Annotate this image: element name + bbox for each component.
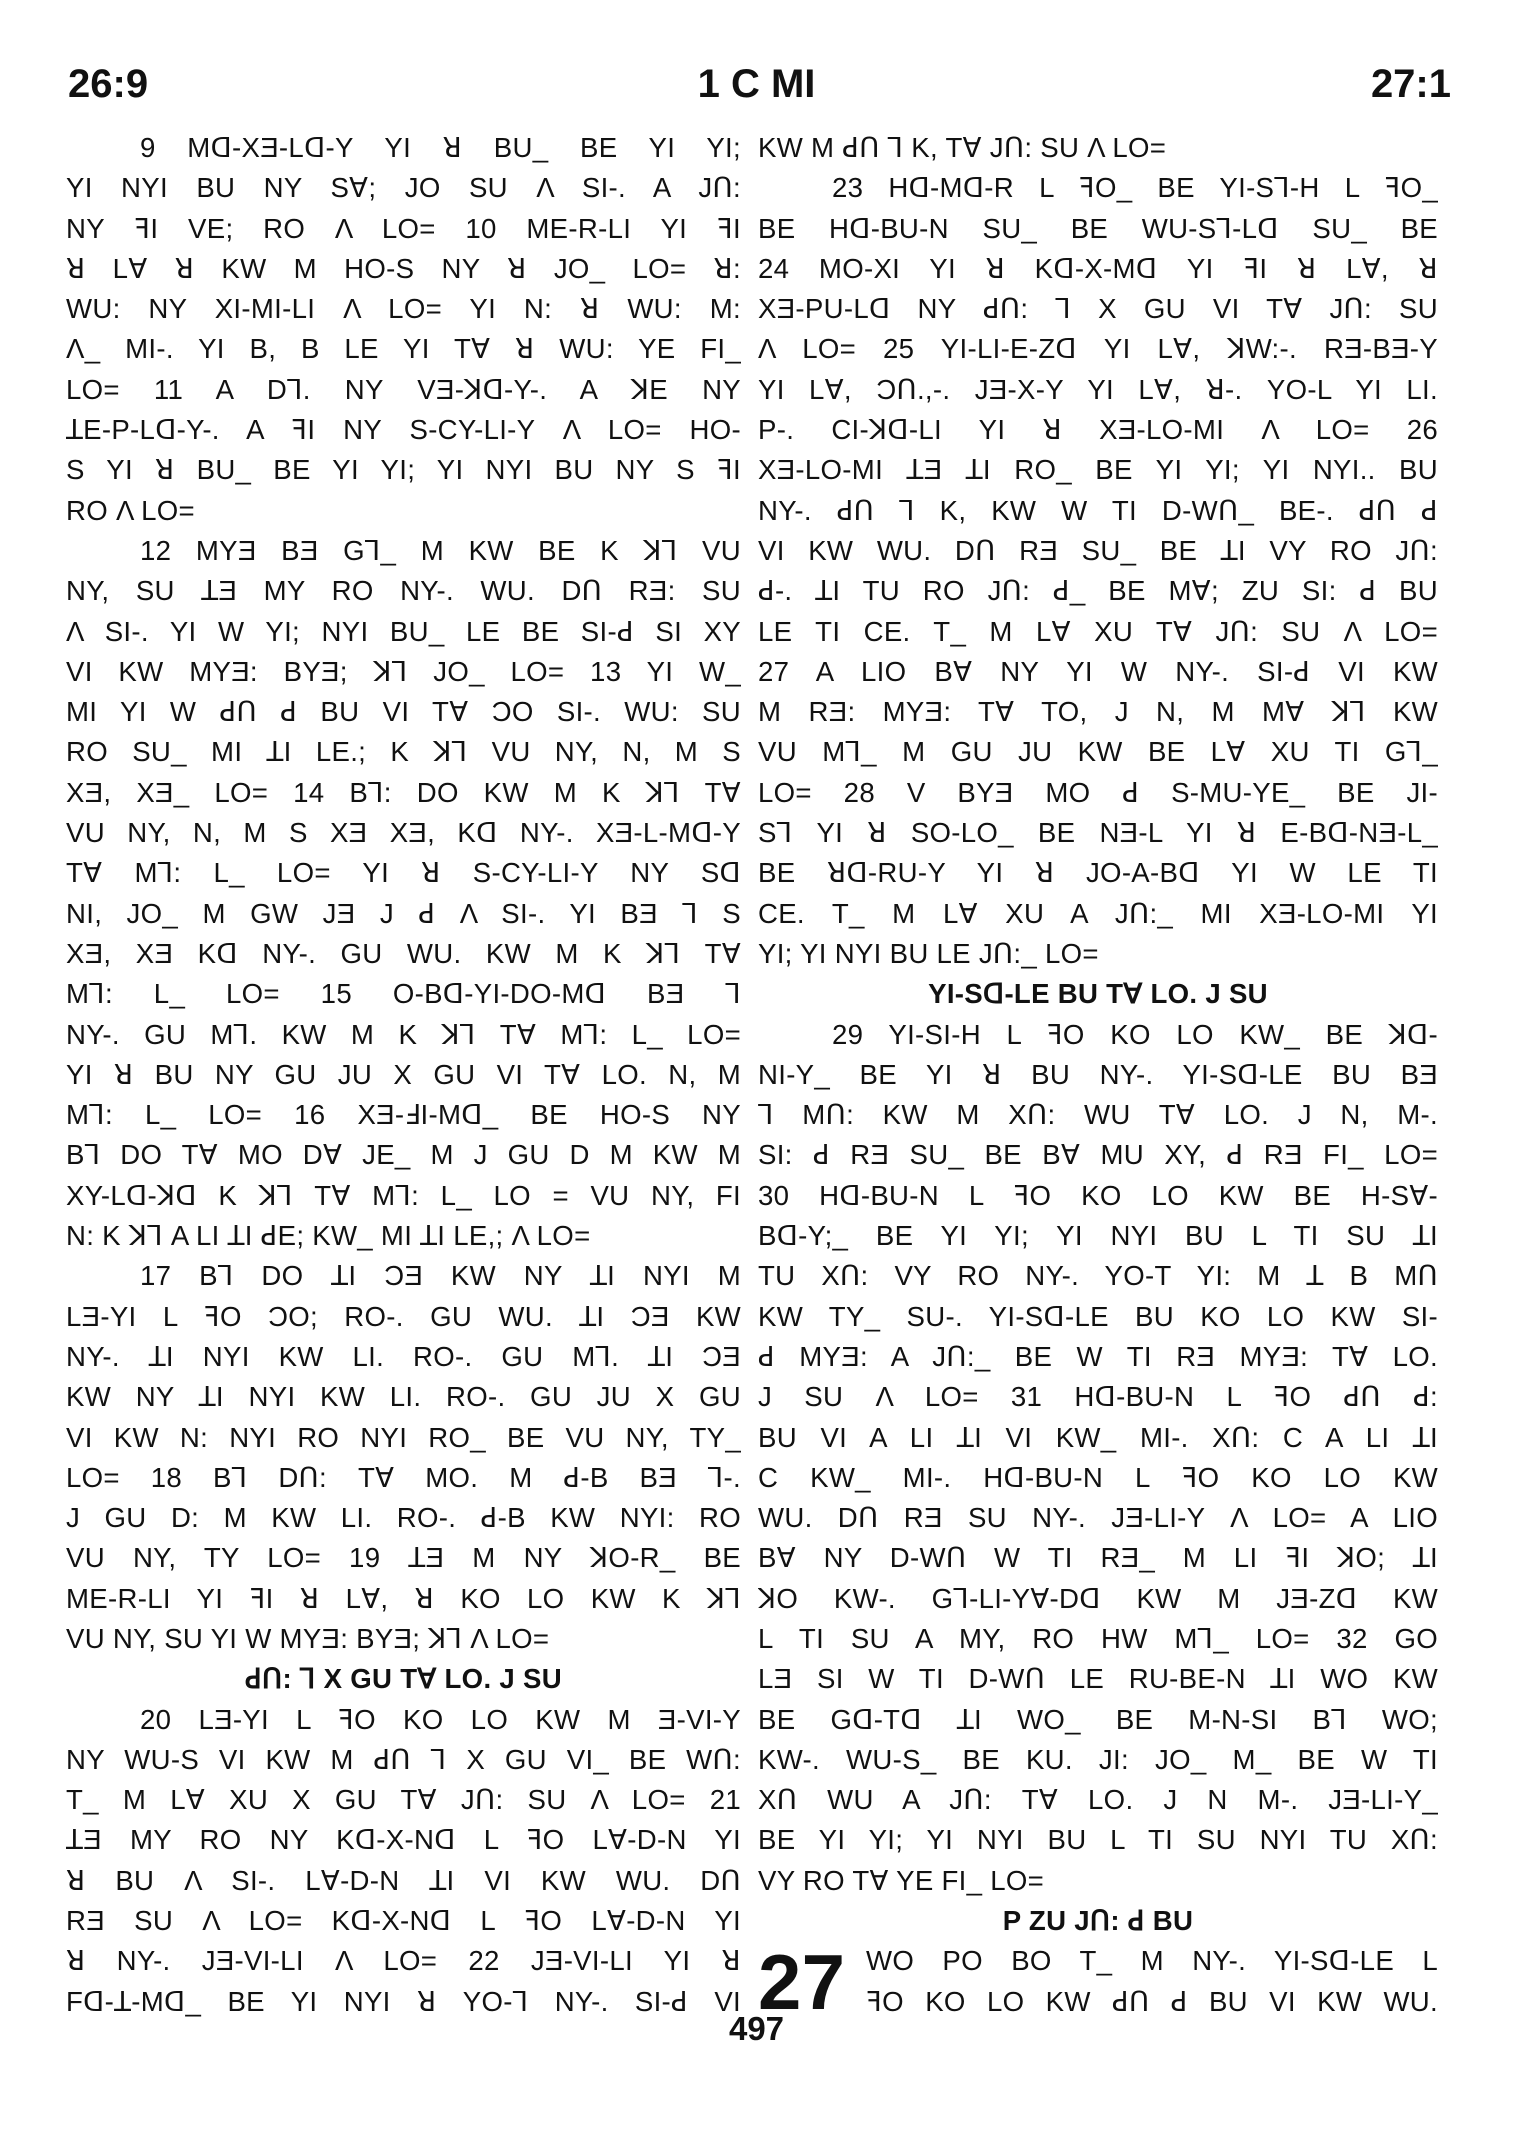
text-line: BE YI YI; YI NYI BU L TI SU NYI TU Xꓵ: — [758, 1824, 1438, 1856]
text-line: ꓒ-. ꓕI TU RO Jꓵ: ꓒ_ BE MⱯ; ZU SI: ꓒ BU — [758, 575, 1438, 607]
text-line: 27 A LIO BⱯ NY YI W NY-. SI-ꓒ VI KW — [758, 655, 1438, 687]
text-line: WU. Dꓵ RƎ SU NY-. JƎ-LI-Y Λ LO= A LIO — [758, 1502, 1438, 1534]
section-heading: YI-Sꓷ-LE BU TⱯ LO. J SU — [928, 978, 1268, 1010]
text-line: MI YI W ꓒꓵ ꓒ BU VI TⱯ ƆO SI-. WU: SU — [66, 696, 741, 728]
text-line: XƎ, XƎ Kꓷ NY-. GU WU. KW M K ꓘꓶ TⱯ — [66, 937, 741, 969]
text-line: NY-. GU Mꓶ. KW M K ꓘꓶ TⱯ Mꓶ: L_ LO= — [66, 1018, 741, 1050]
left-text-column — [66, 128, 741, 2022]
section-heading: ꓒꓵ: ꓶ X GU TⱯ LO. J SU — [245, 1663, 562, 1695]
text-line: 23 Hꓷ-Mꓷ-R L ꟻO_ BE YI-Sꓶ-H L ꟻO_ — [832, 172, 1438, 204]
text-line: BE Hꓷ-BU-N SU_ BE WU-Sꓶ-Lꓷ SU_ BE — [758, 212, 1438, 244]
text-line: YI; YI NYI BU LE Jꓵ:_ LO= — [758, 937, 1099, 969]
chapter-line: WO PO BO T_ M NY-. YI-Sꓷ-LE L — [866, 1945, 1438, 1977]
text-line: KW M ꓒꓵ ꓶ K, TⱯ Jꓵ: SU Λ LO= — [758, 132, 1167, 163]
text-line: Mꓶ: L_ LO= 16 XƎ-ꓞI-Mꓷ_ BE HO-S NY — [66, 1099, 741, 1131]
text-line: NY ꟻI VE; RO Λ LO= 10 ME-R-LI YI ꟻI — [66, 212, 741, 244]
text-line: P-. CI-ꓘꓷ-LI YI ꓤ XƎ-LO-MI Λ LO= 26 — [758, 414, 1438, 446]
text-line: VU NY, TY LO= 19 ꓕƎ M NY ꓘO-R_ BE — [66, 1542, 741, 1574]
text-line: 30 Hꓷ-BU-N L ꟻO KO LO KW BE H-SⱯ- — [758, 1179, 1438, 1211]
text-line: BE Gꓷ-Tꓷ ꓕI WO_ BE M-N-SI Bꓶ WO; — [758, 1703, 1438, 1735]
text-line: YI ꓤ BU NY GU JU X GU VI TⱯ LO. N, M — [66, 1058, 741, 1090]
text-line: 20 LƎ-YI L ꟻO KO LO KW M Ǝ-VI-Y — [140, 1703, 741, 1735]
text-line: VU NY, N, M S XƎ XƎ, Kꓷ NY-. XƎ-L-Mꓷ-Y — [66, 817, 741, 849]
text-line: Λ SI-. YI W YI; NYI BU_ LE BE SI-ꓒ SI XY — [66, 615, 741, 647]
text-line: RO Λ LO= — [66, 494, 195, 526]
text-line: SI: ꓒ RƎ SU_ BE BⱯ MU XY, ꓒ RƎ FI_ LO= — [758, 1139, 1438, 1171]
text-line: BU VI A LI ꓕI VI KW_ MI-. Xꓵ: C A LI ꓕI — [758, 1421, 1438, 1453]
chapter-line: ꟻO KO LO KW ꓒꓵ ꓒ BU VI KW WU. — [866, 1985, 1438, 2017]
text-line: Λ LO= 25 YI-LI-E-Zꓷ YI LⱯ, ꓘW:-. RƎ-BƎ-Y — [758, 333, 1438, 365]
text-line: NY-. ꓕI NYI KW LI. RO-. GU Mꓶ. ꓕI ƆƎ — [66, 1340, 741, 1372]
text-line: CE. T_ M LⱯ XU A Jꓵ:_ MI XƎ-LO-MI YI — [758, 897, 1438, 929]
text-line: ꓶ Mꓵ: KW M Xꓵ: WU TⱯ LO. J N, M-. — [758, 1099, 1438, 1131]
text-line: KW TY_ SU-. YI-Sꓷ-LE BU KO LO KW SI- — [758, 1300, 1438, 1332]
right-column-lines — [758, 128, 1438, 1941]
text-line: S YI ꓤ BU_ BE YI YI; YI NYI BU NY S ꟻI — [66, 454, 741, 486]
text-line: Bꓶ DO TⱯ MO DⱯ JE_ M J GU D M KW M — [66, 1139, 741, 1171]
text-line: ME-R-LI YI ꟻI ꓤ LⱯ, ꓤ KO LO KW K ꓘꓶ — [66, 1582, 741, 1614]
text-line: LO= 11 A Dꓶ. NY VƎ-ꓘꓷ-Y-. A ꓘE NY — [66, 373, 741, 405]
text-line: LƎ SI W TI D-Wꓵ LE RU-BE-N ꓕI WO KW — [758, 1663, 1438, 1695]
running-head — [60, 62, 1453, 112]
text-line: 9 Mꓷ-XƎ-Lꓷ-Y YI ꓤ BU_ BE YI YI; — [140, 132, 741, 163]
text-line: N: K ꓘꓶ A LI ꓕI ꓒE; KW_ MI ꓕI LE,; Λ LO= — [66, 1220, 591, 1252]
text-line: XƎ-PU-Lꓷ NY ꓒꓵ: ꓶ X GU VI TⱯ Jꓵ: SU — [758, 293, 1438, 325]
text-line: J GU D: M KW LI. RO-. ꓒ-B KW NYI: RO — [66, 1502, 741, 1534]
header-left-reference: 26:9 — [68, 62, 149, 106]
text-line: T_ M LⱯ XU X GU TⱯ Jꓵ: SU Λ LO= 21 — [66, 1784, 741, 1816]
text-line: Xꓵ WU A Jꓵ: TⱯ LO. J N M-. JƎ-LI-Y_ — [758, 1784, 1438, 1816]
text-line: YI NYI BU NY SⱯ; JO SU Λ SI-. A Jꓵ: — [66, 172, 741, 204]
text-line: BE ꓤꓷ-RU-Y YI ꓤ JO-A-Bꓷ YI W LE TI — [758, 857, 1438, 889]
text-line: VI KW N: NYI RO NYI RO_ BE VU NY, TY_ — [66, 1421, 741, 1453]
text-line: Mꓶ: L_ LO= 15 O-Bꓷ-YI-DO-Mꓷ BƎ ꓶ — [66, 978, 741, 1010]
page-number: 497 — [728, 2010, 785, 2047]
text-line: 29 YI-SI-H L ꟻO KO LO KW_ BE ꓘꓷ- — [832, 1018, 1438, 1050]
text-line: LO= 28 V BYƎ MO ꓒ S-MU-YE_ BE JI- — [758, 776, 1438, 808]
text-line: NI, JO_ M GW JƎ J ꓒ Λ SI-. YI BƎ ꓶ S — [66, 897, 741, 929]
text-line: J SU Λ LO= 31 Hꓷ-BU-N L ꟻO ꓒꓵ ꓒ: — [758, 1381, 1438, 1413]
text-line: BⱯ NY D-Wꓵ W TI RƎ_ M LI ꟻI ꓘO; ꓕI — [758, 1542, 1438, 1574]
text-line: RO SU_ MI ꓕI LE.; K ꓘꓶ VU NY, N, M S — [66, 736, 741, 768]
text-line: ꓕƎ MY RO NY Kꓷ-X-Nꓷ L ꟻO LⱯ-D-N YI — [66, 1824, 741, 1856]
text-line: 17 Bꓶ DO ꓕI ƆƎ KW NY ꓕI NYI M — [140, 1260, 741, 1292]
text-line: Λ_ MI-. YI B, B LE YI TⱯ ꓤ WU: YE FI_ — [66, 333, 741, 365]
header-book-title: 1 C MI — [697, 62, 816, 106]
text-line: ꓤ BU Λ SI-. LⱯ-D-N ꓕI VI KW WU. Dꓵ — [66, 1864, 741, 1896]
text-line: L TI SU A MY, RO HW Mꓶ_ LO= 32 GO — [758, 1622, 1438, 1654]
text-line: NY, SU ꓕƎ MY RO NY-. WU. Dꓵ RƎ: SU — [66, 575, 741, 607]
text-line: VY RO TⱯ YE FI_ LO= — [758, 1864, 1045, 1896]
right-text-column — [758, 128, 1438, 2027]
text-line: KW-. WU-S_ BE KU. JI: JO_ M_ BE W TI — [758, 1743, 1438, 1775]
text-line: WU: NY XI-MI-LI Λ LO= YI N: ꓤ WU: M: — [66, 293, 741, 325]
text-line: XƎ, XƎ_ LO= 14 Bꓶ: DO KW M K ꓘꓶ TⱯ — [66, 776, 741, 808]
text-line: ꓤ LⱯ ꓤ KW M HO-S NY ꓤ JO_ LO= ꓤ: — [66, 252, 741, 284]
text-line: NI-Y_ BE YI ꓤ BU NY-. YI-Sꓷ-LE BU BƎ — [758, 1058, 1438, 1090]
text-line: 24 MO-XI YI ꓤ Kꓷ-X-Mꓷ YI ꟻI ꓤ LⱯ, ꓤ — [758, 252, 1438, 284]
text-line: VU Mꓶ_ M GU JU KW BE LⱯ XU TI Gꓶ_ — [758, 736, 1438, 768]
text-line: TU Xꓵ: VY RO NY-. YO-T YI: M ꓕ B Mꓵ — [758, 1260, 1438, 1292]
text-line: 12 MYƎ BƎ Gꓶ_ M KW BE K ꓘꓶ VU — [140, 534, 741, 566]
section-heading: P ZU Jꓵ: ꓒ BU — [1002, 1905, 1194, 1937]
text-line: ꓤ NY-. JƎ-VI-LI Λ LO= 22 JƎ-VI-LI YI ꓤ — [66, 1945, 741, 1977]
chapter-number: 27 — [758, 1938, 846, 2027]
text-line: Fꓷ-ꓕ-Mꓷ_ BE YI NYI ꓤ YO-ꓶ NY-. SI-ꓒ VI — [66, 1985, 741, 2017]
text-line: VI KW WU. Dꓵ RƎ SU_ BE ꓕI VY RO Jꓵ: — [758, 534, 1438, 566]
text-line: LO= 18 Bꓶ Dꓵ: TⱯ MO. M ꓒ-B BƎ ꓶ-. — [66, 1461, 741, 1493]
text-line: XƎ-LO-MI ꓕƎ ꓕI RO_ BE YI YI; YI NYI.. BU — [758, 454, 1438, 486]
text-line: Sꓶ YI ꓤ SO-LO_ BE NƎ-L YI ꓤ E-Bꓷ-NƎ-L_ — [758, 817, 1438, 849]
text-line: ꓘO KW-. Gꓶ-LI-YⱯ-Dꓷ KW M JƎ-Zꓷ KW — [758, 1582, 1438, 1614]
text-line: YI LⱯ, Ɔꓵ.,-. JƎ-X-Y YI LⱯ, ꓤ-. YO-L YI LI. — [758, 373, 1438, 405]
text-line: TⱯ Mꓶ: L_ LO= YI ꓤ S-CY-LI-Y NY Sꓷ — [66, 857, 741, 889]
text-line: VU NY, SU YI W MYƎ: BYƎ; ꓘꓶ Λ LO= — [66, 1622, 550, 1654]
text-line: M RƎ: MYƎ: TⱯ TO, J N, M MⱯ ꓘꓶ KW — [758, 696, 1438, 728]
text-line: XY-Lꓷ-ꓘꓷ K ꓘꓶ TⱯ Mꓶ: L_ LO = VU NY, FI — [66, 1179, 741, 1211]
text-line: KW NY ꓕI NYI KW LI. RO-. GU JU X GU — [66, 1381, 741, 1413]
text-line: NY-. ꓒꓵ ꓶ K, KW W TI D-Wꓵ_ BE-. ꓒꓵ ꓒ — [758, 494, 1438, 526]
text-line: ꓕE-P-Lꓷ-Y-. A ꟻI NY S-CY-LI-Y Λ LO= HO- — [66, 414, 741, 446]
text-line: ꓒ MYƎ: A Jꓵ:_ BE W TI RƎ MYƎ: TⱯ LO. — [758, 1340, 1438, 1372]
text-line: LƎ-YI L ꟻO ƆO; RO-. GU WU. ꓕI ƆƎ KW — [66, 1300, 741, 1332]
text-line: C KW_ MI-. Hꓷ-BU-N L ꟻO KO LO KW — [758, 1461, 1438, 1493]
text-line: RƎ SU Λ LO= Kꓷ-X-Nꓷ L ꟻO LⱯ-D-N YI — [66, 1905, 741, 1937]
text-line: Bꓷ-Y;_ BE YI YI; YI NYI BU L TI SU ꓕI — [758, 1220, 1438, 1252]
header-right-reference: 27:1 — [1370, 62, 1451, 106]
text-line: NY WU-S VI KW M ꓒꓵ ꓶ X GU VI_ BE Wꓵ: — [66, 1743, 741, 1775]
text-line: VI KW MYƎ: BYƎ; ꓘꓶ JO_ LO= 13 YI W_ — [66, 655, 741, 687]
text-line: LE TI CE. T_ M LⱯ XU TⱯ Jꓵ: SU Λ LO= — [758, 615, 1438, 647]
